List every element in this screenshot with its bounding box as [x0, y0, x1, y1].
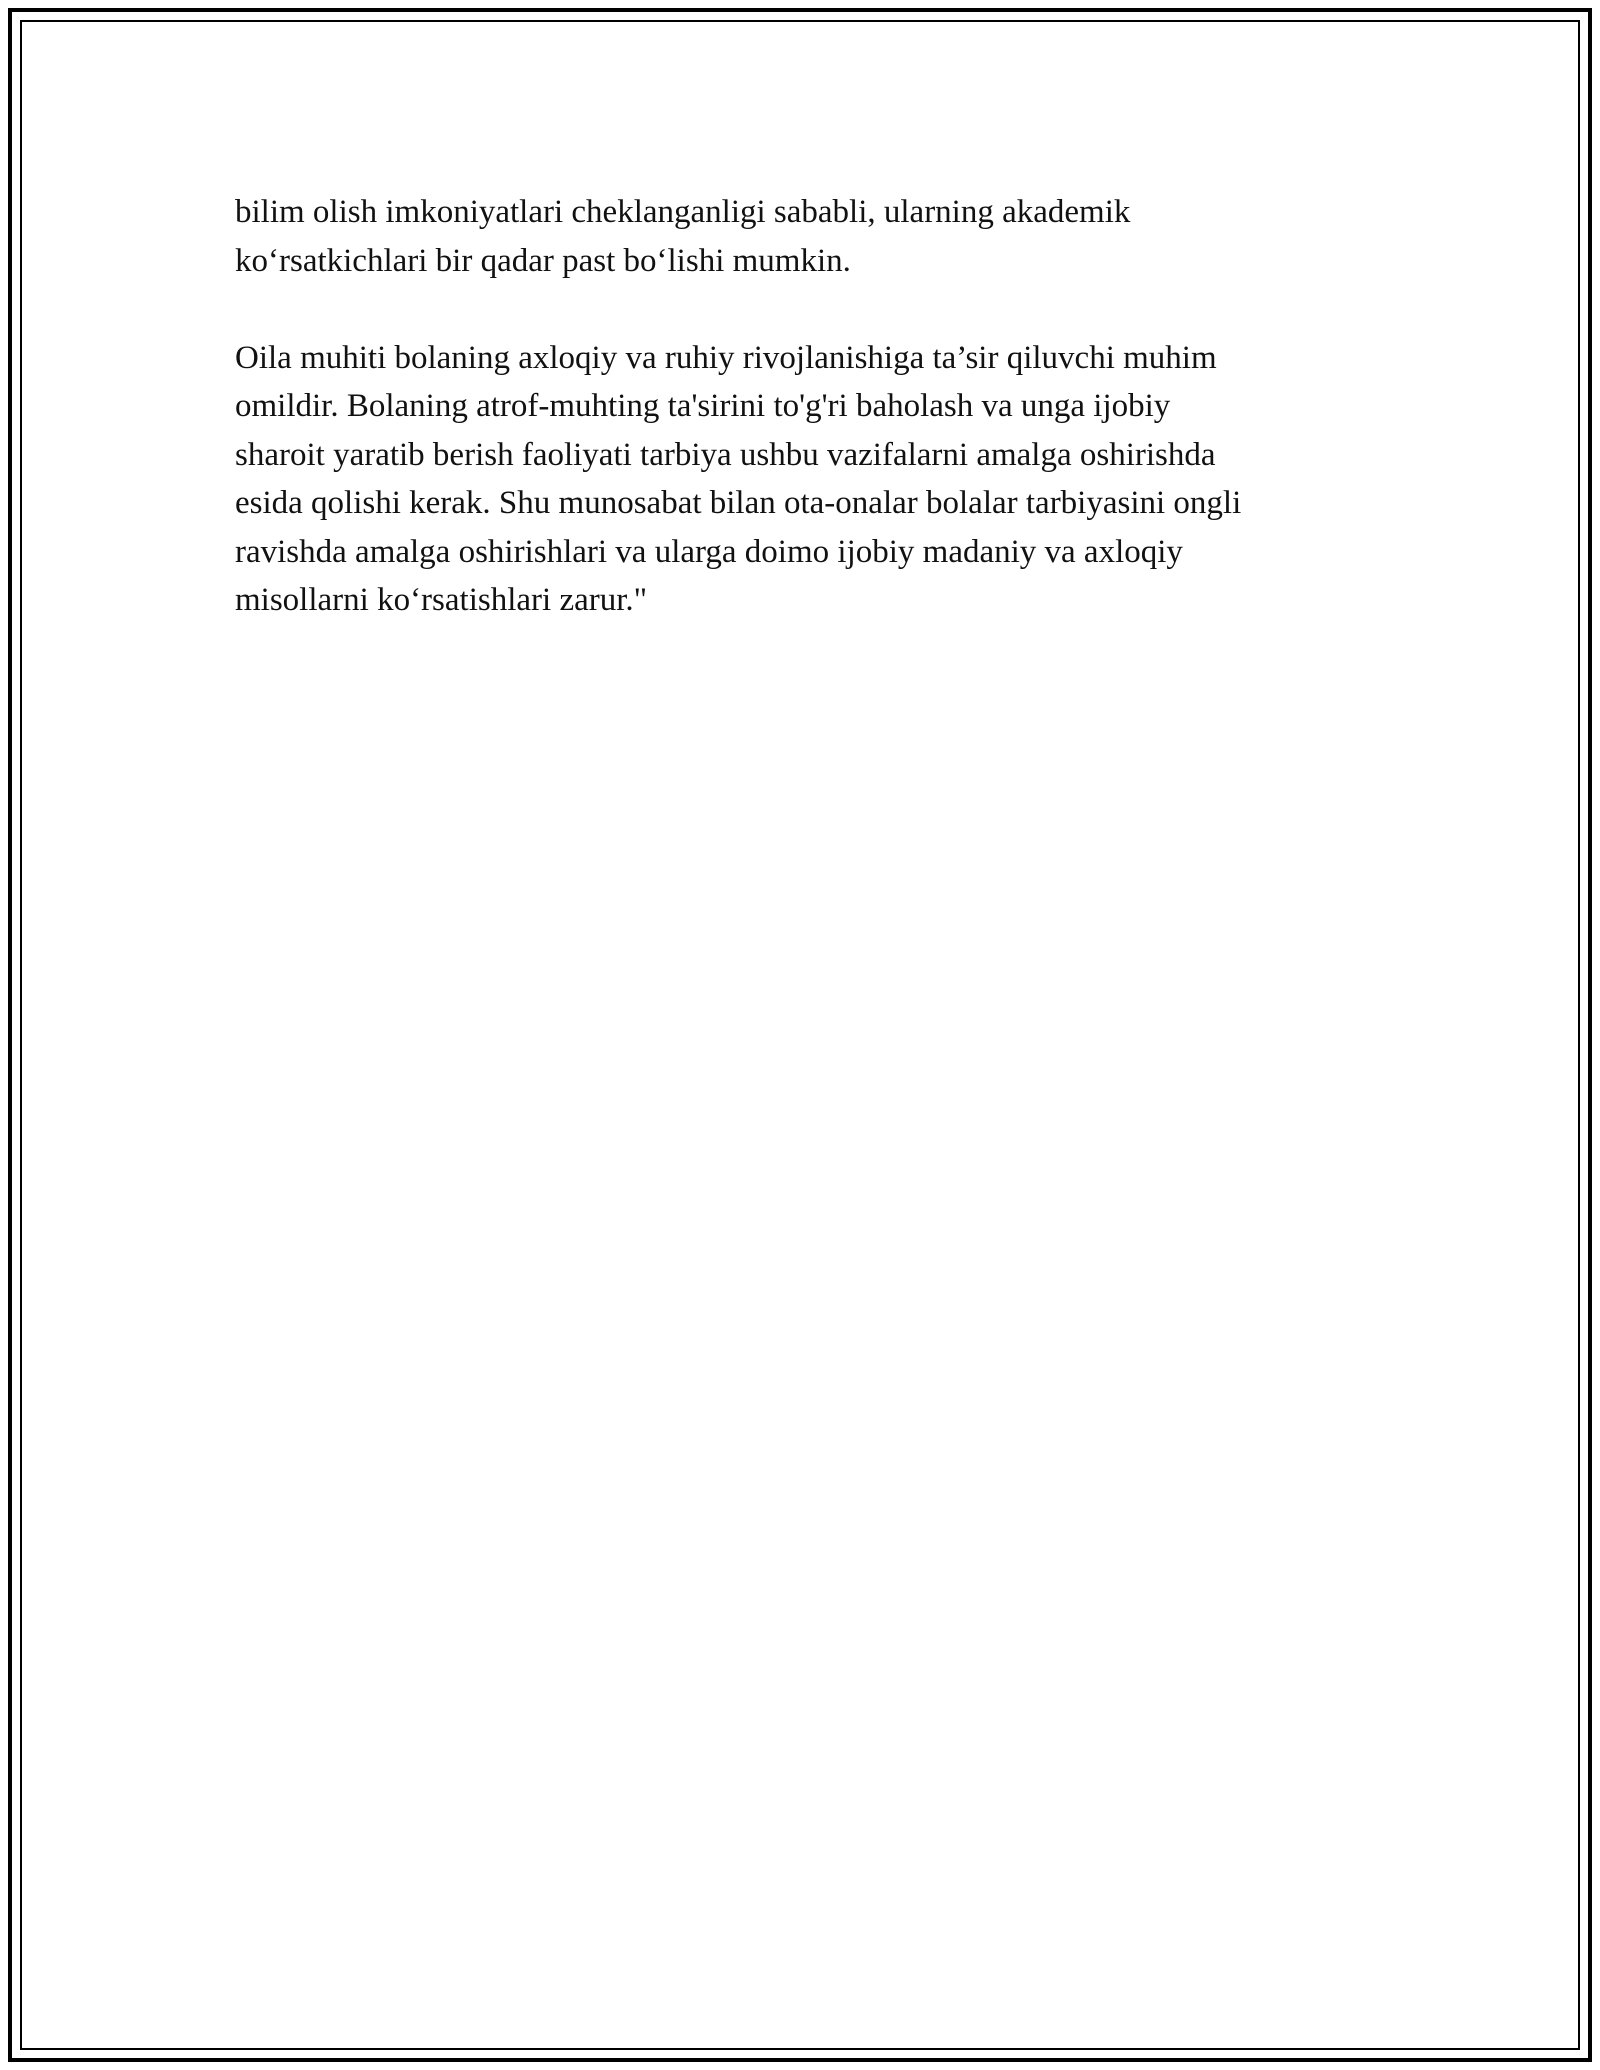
- paragraph-continuation: bilim olish imkoniyatlari cheklanganligi sababli, ularning akademik ko‘rsatkichlari bir qadar past bo‘lishi mumkin.: [235, 194, 1131, 279]
- document-body: [235, 188, 1370, 625]
- paragraph-family-environment: Oila muhiti bolaning axloqiy va ruhiy rivojlanishiga ta’sir qiluvchi muhim omildir. Bolaning atrof-muhting ta'sirini to'g'ri baholash va unga ijobiy sharoit yaratib berish faoliyati tarbiya ushbu vazifalarni amalga oshirishda esida qolishi kerak. Shu munosabat bilan ota-onalar bolalar tarbiyasini ongli ravishda amalga oshirishlari va ularga doimo ijobiy madaniy va axloqiy misollarni ko‘rsatishlari zarur.": [235, 339, 1242, 618]
